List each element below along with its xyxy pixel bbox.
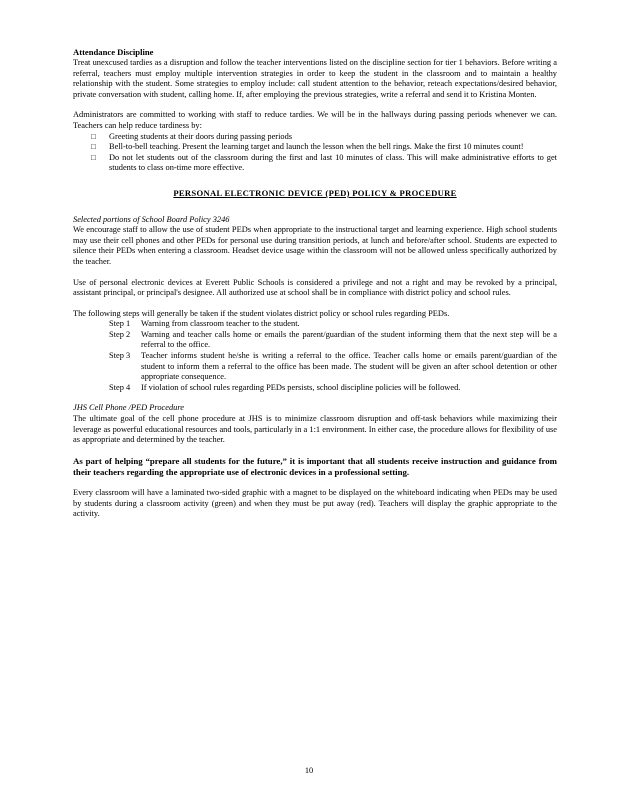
list-item	[91, 132, 557, 143]
step-item	[109, 330, 557, 351]
step-text: If violation of school rules regarding PEDs persists, school discipline policies will be followed.	[141, 382, 461, 392]
step-text: Warning from classroom teacher to the student.	[141, 319, 300, 329]
tardiness-bullet-list	[73, 132, 557, 174]
jhs-bold-section	[73, 456, 557, 478]
list-item	[91, 153, 557, 174]
ped-paragraph-1: We encourage staff to allow the use of student PEDs when appropriate to the instructional target and learning experience. High school students may use their cell phones and other PEDs for personal use during transition periods, at lunch and before/after school. Students are expected to silence their PEDs when entering a classroom. Headset device usage within the classroom will not be allowed unless specifically authorized by the teacher.	[73, 225, 557, 266]
checkbox-bullet-icon: □	[91, 131, 96, 141]
jhs-procedure-section	[73, 403, 557, 445]
checkbox-bullet-icon: □	[91, 142, 96, 152]
attendance-paragraph-1: Treat unexcused tardies as a disruption and follow the teacher interventions listed on the discipline section for tier 1 behaviors. Before writing a referral, teachers must employ multiple intervention strategies in order to keep the student in the classroom and to maintain a healthy relationship with the student. Some strategies to employ include: call student attention to the behavior, reteach expectations/desired behavior, private conversation with student, calling home. If, after employing the previous strategies, write a referral and send it to Kristina Monten.	[73, 58, 557, 99]
list-item-text: Greeting students at their doors during passing periods	[109, 131, 293, 141]
ped-paragraph-2: Use of personal electronic devices at Everett Public Schools is considered a privilege and not a right and may be revoked by a principal, assistant principal, or principal's designee. All authorized use at school shall be in compliance with district policy and school rules.	[73, 277, 557, 298]
ped-section-title: PERSONAL ELECTRONIC DEVICE (PED) POLICY & PROCEDURE	[173, 187, 457, 198]
administrators-section	[73, 110, 557, 174]
list-item	[91, 142, 557, 153]
step-number: Step 1	[109, 319, 131, 329]
step-item	[109, 351, 557, 383]
jhs-heading: JHS Cell Phone /PED Procedure	[73, 403, 185, 413]
attendance-heading: Attendance Discipline	[73, 47, 154, 57]
step-number: Step 2	[109, 329, 131, 339]
step-text: Teacher informs student he/she is writing a referral to the office. Teacher calls home or emails parent/guardian of the student to inform them a referral to the office has been made. The student will be given an after school detention or other appropriate consequence.	[141, 351, 557, 382]
page-number: 10	[304, 766, 314, 775]
step-item	[109, 383, 557, 394]
ped-steps-section	[73, 309, 557, 394]
ped-steps-list	[73, 319, 557, 393]
policy-heading: Selected portions of School Board Policy 3246	[73, 214, 230, 224]
document-page	[73, 47, 557, 530]
jhs-bold-paragraph: As part of helping “prepare all students for the future,” it is important that all students receive instruction and guidance from their teachers regarding the appropriate use of electronic devices in a professional setting.	[73, 455, 557, 478]
step-item	[109, 319, 557, 330]
attendance-section	[73, 47, 557, 100]
jhs-paragraph-2: Every classroom will have a laminated two-sided graphic with a magnet to be displayed on the whiteboard indicating when PEDs may be used by students during a classroom activity (green) and when they must be put away (red). Teachers will display the graphic appropriate to the activity.	[73, 488, 557, 519]
jhs-classroom-section	[73, 488, 557, 520]
jhs-paragraph-1: The ultimate goal of the cell phone procedure at JHS is to minimize classroom disruption and off-task behaviors while maximizing their leverage as powerful educational resources and tools, particularly in a 1:1 environment. In either case, the procedure allows for flexibility of use as appropriate and determined by the teacher.	[73, 414, 557, 445]
ped-paragraph-3: The following steps will generally be taken if the student violates district policy or school rules regarding PEDs.	[73, 308, 450, 318]
list-item-text: Bell-to-bell teaching. Present the learning target and launch the lesson when the bell rings. Make the first 10 minutes count!	[109, 142, 524, 152]
list-item-text: Do not let students out of the classroom during the first and last 10 minutes of class. This will make administrative efforts to get students to class on-time more effective.	[109, 152, 557, 173]
step-number: Step 3	[109, 351, 131, 361]
ped-policy-section	[73, 215, 557, 268]
checkbox-bullet-icon: □	[91, 152, 96, 162]
step-number: Step 4	[109, 382, 131, 392]
ped-privilege-section	[73, 278, 557, 299]
step-text: Warning and teacher calls home or emails the parent/guardian of the student informing them that the next step will be a referral to the office.	[141, 329, 557, 350]
attendance-paragraph-2: Administrators are committed to working with staff to reduce tardies. We will be in the hallways during passing periods whenever we can. Teachers can help reduce tardiness by:	[73, 110, 557, 130]
